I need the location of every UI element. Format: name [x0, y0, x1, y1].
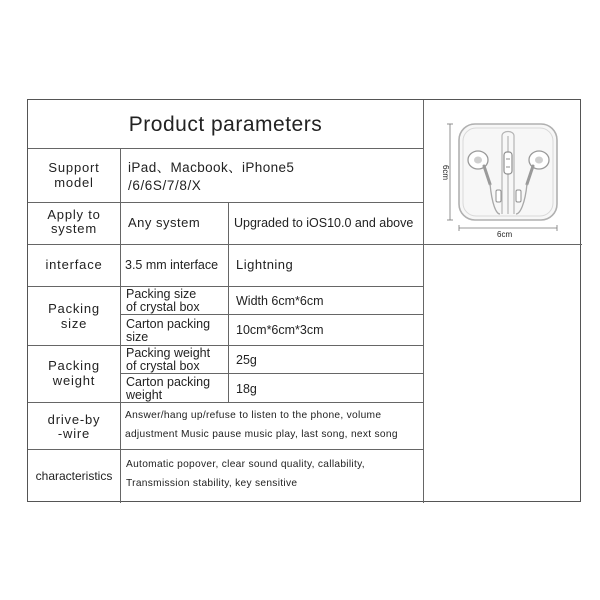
label-apply-2: system — [51, 221, 97, 236]
label-characteristics: characteristics — [35, 469, 113, 483]
dimension-width: 6cm — [497, 230, 513, 239]
divider-row-2 — [28, 244, 582, 245]
value-support-1: iPad、Macbook、iPhone5 — [128, 160, 295, 175]
divider-sub-weight — [120, 373, 423, 374]
label-support-1: Support — [48, 160, 100, 175]
label-packing-size-1: Packing — [48, 301, 100, 316]
value-interface-lightning: Lightning — [236, 257, 294, 272]
sub-crystal-size-1: Packing size — [126, 287, 197, 301]
page-title: Product parameters — [128, 113, 323, 136]
divider-row-1 — [28, 202, 423, 203]
divider-row-5 — [28, 402, 423, 403]
divider-title — [28, 148, 423, 149]
label-packing-weight-1: Packing — [48, 358, 100, 373]
sub-crystal-size-2: of crystal box — [126, 300, 200, 314]
divider-sub-size — [120, 314, 423, 315]
label-interface: interface — [45, 257, 103, 272]
value-apply-any: Any system — [128, 215, 201, 230]
earphones-icon — [438, 114, 568, 244]
value-support-2: /6/6S/7/8/X — [128, 178, 202, 193]
divider-row-6 — [28, 449, 423, 450]
value-carton-weight: 18g — [236, 382, 257, 396]
label-apply-1: Apply to — [47, 207, 101, 222]
label-packing-weight-2: weight — [52, 373, 96, 388]
label-drive-2: -wire — [57, 426, 91, 441]
sub-carton-size-2: size — [126, 330, 149, 344]
label-packing-size-2: size — [60, 316, 88, 331]
dimension-height: 6cm — [441, 164, 451, 181]
sub-carton-weight-2: weight — [126, 388, 163, 402]
value-crystal-size: Width 6cm*6cm — [236, 294, 324, 308]
value-characteristics-2: Transmission stability, key sensitive — [126, 478, 298, 489]
value-crystal-weight: 25g — [236, 353, 257, 367]
divider-right-column — [423, 100, 424, 503]
label-drive-1: drive-by — [47, 412, 101, 427]
divider-row-4 — [28, 345, 423, 346]
sub-crystal-weight-2: of crystal box — [126, 359, 200, 373]
divider-row-3 — [28, 286, 423, 287]
sub-carton-size-1: Carton packing — [126, 317, 211, 331]
sub-crystal-weight-1: Packing weight — [126, 346, 211, 360]
label-support-2: model — [54, 175, 94, 190]
divider-sub-split — [228, 286, 229, 402]
value-drive-2: adjustment Music pause music play, last song, next song — [125, 429, 398, 440]
value-drive-1: Answer/hang up/refuse to listen to the phone, volume — [125, 410, 382, 421]
value-carton-size: 10cm*6cm*3cm — [236, 323, 324, 337]
sub-carton-weight-1: Carton packing — [126, 375, 211, 389]
value-characteristics-1: Automatic popover, clear sound quality, callability, — [126, 459, 365, 470]
value-interface-jack: 3.5 mm interface — [125, 258, 219, 272]
earphones-box-image — [438, 114, 568, 244]
value-apply-ios: Upgraded to iOS10.0 and above — [234, 216, 414, 230]
